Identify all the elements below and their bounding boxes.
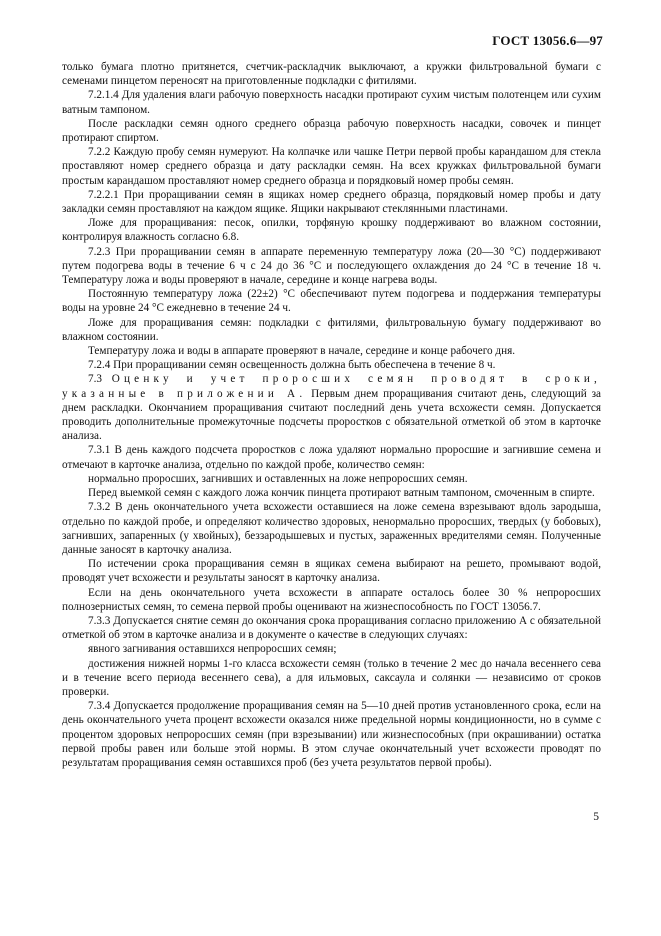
- paragraph-9: Температуру ложа и воды в аппарате проверяют в начале, середине и конце рабочего дня.: [88, 345, 516, 358]
- paragraph-0: только бумага плотно притянется, счетчик-раскладчик выключают, а кружки фильтровальной бумаги с семенами пинцетом переносят на приготовленные подкладки с фитилями.: [62, 61, 601, 88]
- standard-header: ГОСТ 13056.6—97: [492, 33, 603, 48]
- section-7-3: [62, 372, 601, 443]
- paragraph-5: Ложе для проращивания: песок, опилки, торфяную крошку поддерживают во влажном состоянии, контролируя влажность согласно 6.8.: [62, 217, 601, 244]
- section-7-3-number: 7.3: [88, 373, 102, 386]
- paragraph-1: 7.2.1.4 Для удаления влаги рабочую поверхность насадки протирают сухим чистым полотенцем или сухим ватным тампоном.: [62, 89, 601, 116]
- paragraph-4: 7.2.2.1 При проращивании семян в ящиках номер среднего образца, порядковый номер пробы и дату закладки семян проставляют на каждом ящике. Ящики накрывают стеклянными пластинами.: [62, 188, 601, 216]
- paragraph-11: 7.3.1 В день каждого подсчета проростков с ложа удаляют нормально проросшие и загнившие семена и отмечают в карточке анализа, отдельно по каждой пробе, количество семян:: [62, 444, 601, 471]
- paragraph-20: 7.3.4 Допускается продолжение проращивания семян на 5—10 дней против установленного срока, если на день окончательного учета процент всхожести оказался ниже предельной нормы кондиционности, но в сумме с процентом здоровых непроросших семян (при взрезывании) или жизнеспособных (при окрашивании) остатка первой пробы равен или больше этой нормы. В этом случае окончательный учет всхожести проводят по результатам проращивания семян оставшихся проб (без учета результатов первой пробы).: [62, 700, 601, 769]
- paragraph-8: Ложе для проращивания семян: подкладки с фитилями, фильтровальную бумагу поддерживают во влажном состоянии.: [62, 316, 601, 343]
- paragraph-6: 7.2.3 При проращивании семян в аппарате переменную температуру ложа (20—30 °С) поддерживают путем подогрева воды в течение 6 ч с 24 до 36 °С и последующего охлаждения до 24 °С в течение 18 ч. Температуру ложа и воды проверяют в начале, середине и конце нагрева воды.: [62, 245, 601, 287]
- paragraph-18: явного загнивания оставшихся непроросших семян;: [88, 643, 337, 656]
- section-7-3-text: Первым днем проращивания считают день, следующий за днем раскладки. Окончанием проращивания считают последний день учета всхожести семян. Допускается проводить дополнительные промежуточные подсчеты проростков с обязательной отметкой об этом в карточке анализа.: [62, 387, 601, 443]
- paragraph-12: нормально проросших, загнивших и оставленных на ложе непроросших семян.: [88, 472, 468, 485]
- paragraph-19: достижения нижней нормы 1-го класса всхожести семян (только в течение 2 мес до начала весеннего сева и в течение всего периода весеннего сева), а для ильмовых, саксаула и солянки — независимо от сроков проверки.: [62, 657, 601, 698]
- paragraph-13: Перед выемкой семян с каждого ложа кончик пинцета протирают ватным тампоном, смоченным в спирте.: [88, 487, 595, 500]
- paragraph-7: Постоянную температуру ложа (22±2) °С обеспечивают путем подогрева и поддержания температуры воды на уровне 24 °С ежедневно в течение 24 ч.: [62, 288, 601, 315]
- document-body: [62, 60, 601, 770]
- paragraph-15: По истечении срока проращивания семян в ящиках семена выбирают на решето, промывают водой, проводят учет всхожести и результаты заносят в карточку анализа.: [62, 558, 601, 585]
- paragraph-14: 7.3.2 В день окончательного учета всхожести оставшиеся на ложе семена взрезывают вдоль зародыша, отдельно по каждой пробе, и определяют количество здоровых, ненормально проросших, твердых (у бобовых), загнивших, запаренных (у хвойных), беззародышевых и пустых, зараженных вредителями семян. Полученные данные заносят в карточку анализа.: [62, 501, 601, 556]
- paragraph-16: Если на день окончательного учета всхожести в аппарате осталось более 30 % непроросших полнозернистых семян, то семена первой пробы оценивают на жизнеспособность по ГОСТ 13056.7.: [62, 586, 601, 613]
- paragraph-10: 7.2.4 При проращивании семян освещенность должна быть обеспечена в течение 8 ч.: [88, 359, 496, 372]
- paragraph-2: После раскладки семян одного среднего образца рабочую поверхность насадки, совочек и пинцет протирают спиртом.: [62, 117, 601, 145]
- paragraph-17: 7.3.3 Допускается снятие семян до окончания срока проращивания согласно приложению А с обязательной отметкой об этом в карточке анализа и в документе о качестве в следующих случаях:: [62, 614, 601, 642]
- section-7-3-spaced-heading: Оценку и учет проросших семян проводят в сроки, указанные в приложении А.: [62, 373, 602, 400]
- page-number: 5: [593, 811, 599, 823]
- paragraph-3: 7.2.2 Каждую пробу семян нумеруют. На колпачке или чашке Петри первой пробы карандашом для стекла проставляют номер среднего образца и дату раскладки семян. На всех кружках фильтровальной бумаги простым карандашом проставляют номер среднего образца и порядковый номер пробы семян.: [62, 146, 601, 187]
